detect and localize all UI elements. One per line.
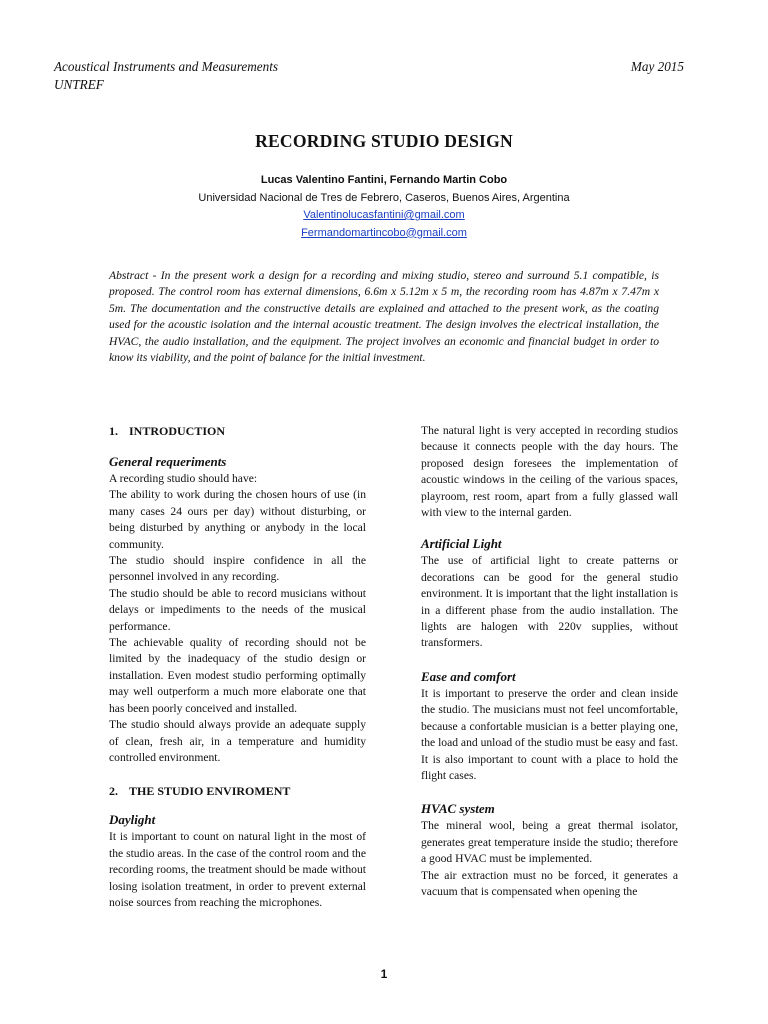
paragraph: The studio should always provide an adequate supply of clean, fresh air, in a temperature and humidity controlled environment. — [109, 718, 366, 764]
paragraph: It is important to preserve the order and clean inside the studio. The musicians must not feel uncomfortable, because a confortable musician is a better playing one, the load and unload of the studio must be easy and fast. It is also important to count with a place to hold the flight cases. — [421, 686, 678, 782]
author-email-link-1[interactable]: Valentinolucasfantini@gmail.com — [303, 209, 465, 221]
abstract: Abstract - In the present work a design for a recording and mixing studio, stereo and surround 5.1 compatible, is proposed. The control room has external dimensions, 6.6m x 5.12m x 5 m, the recording room has 4.87m x 7.47m x 5m. The documentation and the constructive details are explained and attached to the present work, as the coating used for the acoustic isolation and the internal acoustic treatment. The design involves the electrical installation, the HVAC, the audio installation, and the equipment. The project involves an economic and financial budget in order to know its viability, and the point of balance for the initial investment. — [109, 269, 659, 365]
author-block — [0, 172, 768, 242]
author-names: Lucas Valentino Fantini, Fernando Martin Cobo — [260, 174, 508, 186]
paragraph: A recording studio should have: — [109, 472, 258, 485]
paragraph: The studio should inspire confidence in all the personnel involved in any recording. — [109, 554, 366, 584]
paragraph: The achievable quality of recording should not be limited by the inadequacy of the studio design or installation. Even modest studio performing optimally may well outperform a much more elaborate one that has been poorly conceived and installed. — [109, 636, 366, 715]
paragraph: The air extraction must no be forced, it generates a vacuum that is compensated when opening the — [421, 868, 678, 898]
paragraph: It is important to count on natural light in the most of the studio areas. In the case of the control room and the recording rooms, the treatment should be made without losing isolation treatment, in order to prevent external noise sources from reaching the microphones. — [109, 830, 366, 909]
paragraph: The use of artificial light to create patterns or decorations can be good for the general studio environment. It is important that the light installation is in a different phase from the audio installation. The lights are halogen with 220v supplies, without transformers. — [421, 554, 678, 650]
paragraph: The mineral wool, being a great thermal isolator, generates great temperature inside the studio; therefore a good HVAC must be implemented. — [421, 819, 678, 866]
paper-title: RECORDING STUDIO DESIGN — [255, 131, 513, 151]
course-name: Acoustical Instruments and Measurements — [54, 59, 279, 74]
institution-name: UNTREF — [54, 77, 104, 92]
subheading-daylight: Daylight — [109, 812, 156, 828]
section-number: 2. — [109, 784, 118, 799]
section-heading-introduction — [109, 422, 366, 440]
section-heading-studio-environment — [109, 782, 366, 800]
author-affiliation: Universidad Nacional de Tres de Febrero, Caseros, Buenos Aires, Argentina — [198, 191, 570, 204]
section-number: 1. — [109, 424, 118, 438]
subheading-ease-comfort: Ease and comfort — [421, 668, 516, 684]
left-column — [109, 422, 366, 911]
section-title: THE STUDIO ENVIROMENT — [129, 784, 291, 799]
section-title: INTRODUCTION — [129, 424, 226, 438]
header-date: May 2015 — [630, 59, 684, 74]
paragraph: The studio should be able to record musicians without delays or impediments to the needs of the musical performance. — [109, 586, 366, 633]
subheading-general-requirements: General requeriments — [109, 454, 227, 469]
paragraph: The ability to work during the chosen hours of use (in many cases 24 ours per day) without disturbing, or being disturbed by anything or anybody in the local community. — [109, 488, 366, 551]
right-column — [421, 423, 678, 900]
page-number: 1 — [380, 967, 388, 981]
subheading-hvac: HVAC system — [421, 801, 495, 817]
subheading-artificial-light: Artificial Light — [421, 536, 502, 552]
running-header-left — [54, 58, 278, 94]
paragraph: The natural light is very accepted in recording studios because it connects people with the day hours. The proposed design foresees the implementation of acoustic windows in the ceiling of the various spaces, playroom, rest room, apart from a fully glassed wall with view to the internal garden. — [421, 424, 678, 520]
author-email-link-2[interactable]: Fermandomartincobo@gmail.com — [301, 226, 467, 239]
